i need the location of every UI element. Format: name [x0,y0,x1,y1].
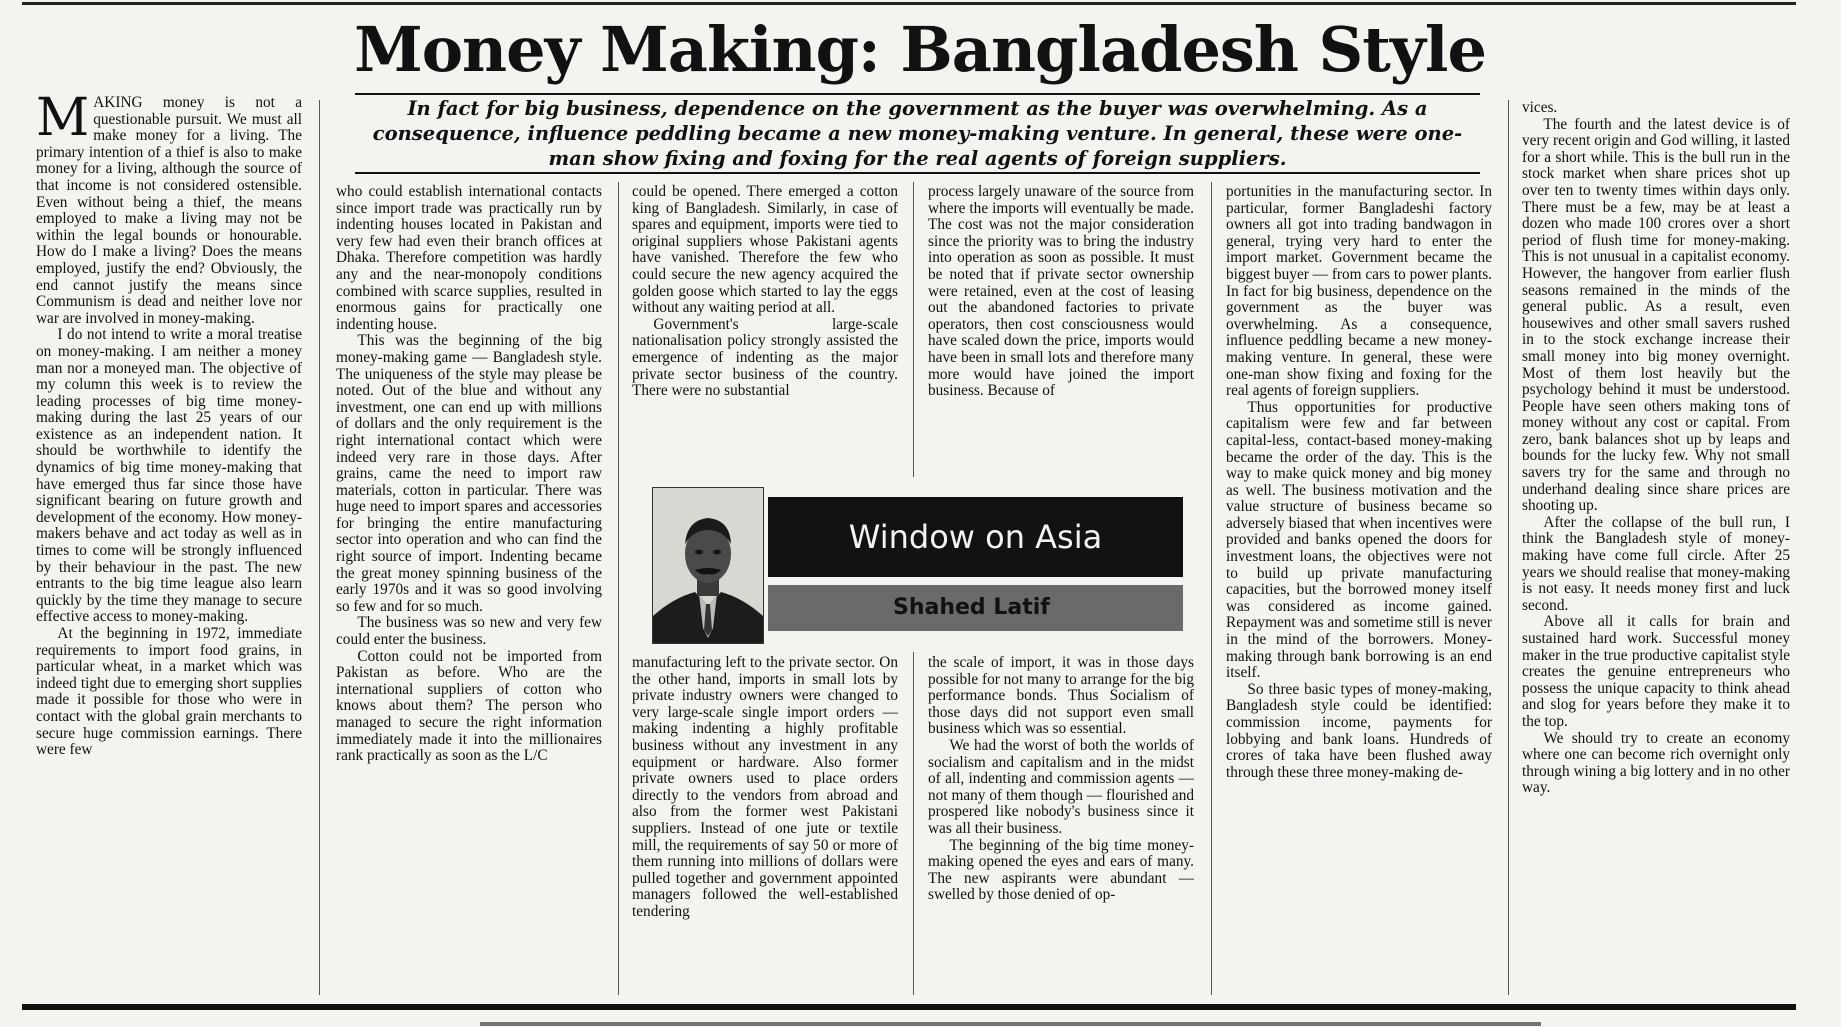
column-divider [913,182,914,477]
column-divider [618,182,619,995]
column-divider [913,652,914,995]
paragraph: I do not intend to write a moral treatise on money-making. I am neither a money man nor a moneyed man. The objective of my column this week is to review the leading processes of big time money-making during the last 25 years of our existence as an independent nation. It should be worthwhile to identify the dynamics of big time money-making that have emerged thus far since those have significant bearing on future growth and development of the economy. How money-makers behave and act today as well as in times to come will be strongly influenced by their behaviour in the past. The new entrants to the big time league also learn quickly by the time they manage to secure effective access to money-making. [36,326,302,626]
paragraph: We should try to create an economy where one can become rich overnight only through wining a big lottery and in no other way. [1522,729,1790,797]
deck-top-rule [355,93,1480,95]
drop-cap: M [36,95,90,148]
column-divider [319,100,320,995]
paragraph-text: AKING money is not a questionable pursuit. We must all make money for a living. The primary intention of a thief is also to make money for a living, although the source of that income is not considered ostensible. Even without being a thief, the means employed to make a living may not be within the legal bounds or honourable. How do I make a living? Does the means employed, justify the end? Obviously, the end cannot justify the means since Communism is dead and neither love nor war are involved in money-making. [36,95,302,327]
paragraph: manufacturing left to the private sector. On the other hand, imports in small lots by private industry owners were changed to very large-scale single import orders — making indenting a highly profitable business without any investment in any equipment or hardware. Also former private owners used to place orders directly to the vendors from abroad and also from the former west Pakistani suppliers. Instead of one jute or textile mill, the requirements of say 50 or more of them running into millions of dollars were pulled together and government appointed managers followed the well-established tendering [632,655,898,920]
column-4-top [928,184,1194,476]
byline: Shahed Latif [768,585,1183,631]
paragraph [36,95,302,327]
paragraph: After the collapse of the bull run, I think the Bangladesh style of money-making have come full circle. After 25 years we should realise that money-making is not easy. It needs money first and luck second. [1522,513,1790,614]
column-5 [1226,184,1492,996]
paragraph: We had the worst of both the worlds of socialism and capitalism and in the midst of all, indenting and commission agents — not many of them though — flourished and prospered like nobody's business since it was all their business. [928,736,1194,837]
headline: Money Making: Bangladesh Style [354,13,1486,86]
bottom-rule [22,1004,1796,1010]
column-divider [1211,182,1212,995]
paragraph: Thus opportunities for productive capitalism were few and far between capital-less, contact-based money-making became the order of the day. This is the way to make quick money and big money as well. The business motivation and the value structure of business became so adversely biased that when incentives were provided and banks opened the doors for investment loans, the objectives were not to build up private manufacturing capacities, but the borrowed money itself was considered as income gained. Repayment was and sometime still is never in the mind of the borrowers. Money-making through bank borrowing is an end itself. [1226,398,1492,682]
paragraph: vices. [1522,100,1558,116]
deck: In fact for big business, dependence on the government as the buyer was overwhelming. As a consequence, influence peddling became a new money-making venture. In general, these were one-man show fixing and foxing for the real agents of foreign suppliers. [372,97,1463,170]
paragraph: At the beginning in 1972, immediate requirements to import food grains, in particular wheat, in a market which was indeed tight due to emerging short supplies made it possible for those who were in contact with the global grain merchants to secure huge commission earnings. There were few [36,625,302,759]
paragraph: portunities in the manufacturing sector. In particular, former Bangladeshi factory owners all got into trading bandwagon in general, trying very hard to enter the import market. Government became the biggest buyer — from cars to power plants. In fact for big business, dependence on the government as the buyer was overwhelming. As a consequence, influence peddling became a new money-making venture. In general, these were one-man show fixing and foxing for the real agents of foreign suppliers. [1226,184,1492,400]
paragraph: Government's large-scale nationalisation policy strongly assisted the emergence of indenting as the major private sector business of the country. There were no substantial [632,315,898,400]
column-2 [336,184,602,996]
column-1 [36,95,302,995]
paragraph: Above all it calls for brain and sustained hard work. Successful money maker in the true productive capitalist style creates the genuine entrepreneurs who possess the unique capacity to think ahead and slog for years before they make it to the top. [1522,613,1790,730]
paragraph: The fourth and the latest device is of very recent origin and God willing, it lasted for a short while. This is the bull run in the stock market when share prices shot up over ten to twenty times within days only. There must be a few, may be at least a dozen who made 100 crores over a short period of flush time for money-making. This is not unusual in a capitalist economy. However, the hangover from earlier flush seasons remained in the minds of the general public. As a result, even housewives and other small savers rushed in to the stock exchange increase their small money into big money overnight. Most of them lost heavily but the psychology behind it must be understood. People have seen others making tons of money without any cost or capital. From zero, bank balances shot up by leaps and bounds for the lucky few. Why not small savers try for the same and through no underhand dealing since share prices are shooting up. [1522,115,1790,515]
column-divider [1508,100,1509,995]
column-3-bottom [632,655,898,995]
top-rule [22,2,1796,5]
paragraph: who could establish international contacts since import trade was practically run by indenting houses located in Pakistan and very few had even their branch offices at Dhaka. Therefore competition was hardly any and the near-monopoly conditions combined with scarce supplies, resulted in enormous gains for practically one indenting house. [336,184,602,333]
column-3-top [632,184,898,476]
paragraph: The beginning of the big time money-making opened the eyes and ears of many. The new aspirants were abundant — swelled by those denied of op- [928,836,1194,904]
paragraph: The business was so new and very few could enter the business. [336,614,602,649]
paragraph: the scale of import, it was in those days possible for not many to arrange for the big performance bonds. Thus Socialism of those days did not support even small business which was so essential. [928,655,1194,738]
column-4-bottom [928,655,1194,995]
paragraph: could be opened. There emerged a cotton king of Bangladesh. Similarly, in case of spares and equipment, imports were tied to original suppliers whose Pakistani agents have vanished. Therefore the few who could secure the new agency acquired the golden goose which started to lay the eggs without any waiting period at all. [632,184,898,317]
column-title-badge: Window on Asia [768,497,1183,577]
bottom-rule-secondary [480,1022,1541,1026]
columnist-photo [652,487,764,644]
portrait-illustration [653,488,763,643]
paragraph: This was the beginning of the big money-making game — Bangladesh style. The uniqueness of the style may please be noted. Out of the blue and without any investment, one can end up with millions of dollars and the only requirement is the right international contact which were indeed very rare in those days. After grains, came the need to import raw materials, cotton in particular. There was huge need to import spares and accessories for bringing the entire manufacturing sector into operation and who can find the right source of import. Indenting became the great money spinning business of the early 1970s and it was so good involving so few and for so much. [336,332,602,615]
paragraph: process largely unaware of the source from where the imports will eventually be made. The cost was not the major consideration since the priority was to bring the industry into operation as soon as possible. It must be noted that if private sector ownership were retained, even at the cost of leasing out the abandoned factories to private operators, then cost consciousness would have scaled down the price, imports would have been in small lots and therefore many more would have joined the import business. Because of [928,184,1194,400]
deck-bottom-rule [355,172,1480,174]
column-6 [1522,100,1790,996]
paragraph: Cotton could not be imported from Pakistan as before. Who are the international suppliers of cotton who knows about them? The person who managed to secure the right information immediately made it into the millionaires rank practically as soon as the L/C [336,647,602,765]
paragraph: So three basic types of money-making, Bangladesh style could be identified: commission income, payments for lobbying and bank loans. Hundreds of crores of taka have been flushed away through these three money-making de- [1226,680,1492,781]
